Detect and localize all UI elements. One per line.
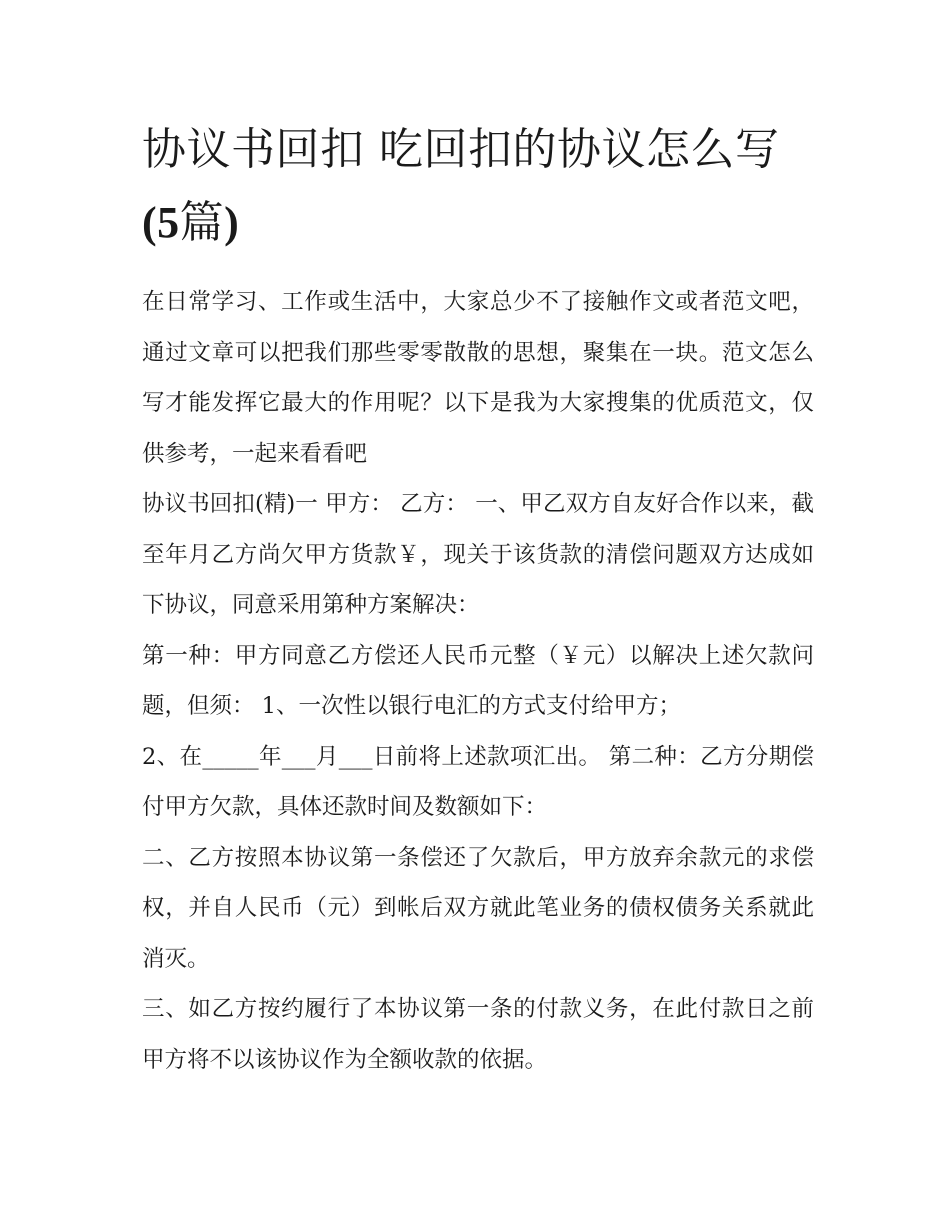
paragraph-clause-two: 二、乙方按照本协议第一条偿还了欠款后，甲方放弃余款元的求偿权，并自人民币（元）到帐后双方就此笔业务的债权债务关系就此消灭。 — [142, 844, 814, 972]
paragraph-clause-three: 三、如乙方按约履行了本协议第一条的付款义务，在此付款日之前甲方将不以该协议作为全额收款的依据。 — [142, 996, 814, 1073]
paragraph-option-two: 2、在_____年___月___日前将上述款项汇出。 第二种：乙方分期偿付甲方欠款，具体还款时间及数额如下： — [142, 743, 814, 820]
paragraph-intro: 在日常学习、工作或生活中，大家总少不了接触作文或者范文吧，通过文章可以把我们那些零零散散的思想，聚集在一块。范文怎么写才能发挥它最大的作用呢？以下是我为大家搜集的优质范文，仅供参考，一起来看看吧 — [142, 289, 814, 467]
title-count: (5 — [142, 198, 180, 247]
paragraph-agreement-opening: 协议书回扣(精)一 甲方： 乙方： 一、甲乙双方自友好合作以来，截至年月乙方尚欠甲方货款￥，现关于该货款的清偿问题双方达成如下协议，同意采用第种方案解决： — [142, 491, 814, 618]
document-title: 协议书回扣 吃回扣的协议怎么写(5篇) — [142, 124, 780, 248]
paragraph-option-one: 第一种：甲方同意乙方偿还人民币元整（￥元）以解决上述欠款问题，但须： 1、一次性以银行电汇的方式支付给甲方； — [142, 642, 814, 719]
document-page — [142, 113, 814, 1085]
title-close-paren: ) — [224, 198, 240, 247]
